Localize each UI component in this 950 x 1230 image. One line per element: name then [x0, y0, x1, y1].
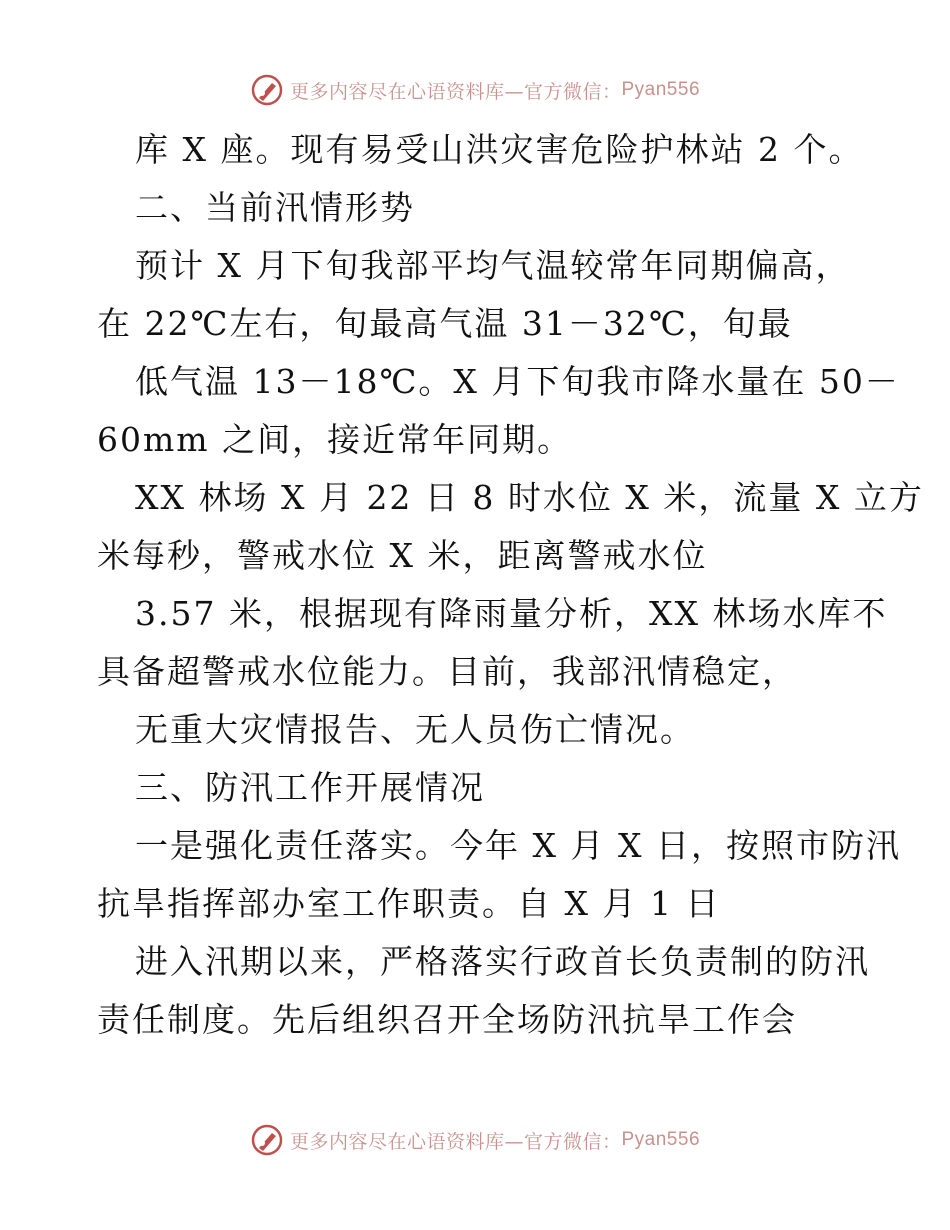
text-line: 60mm 之间，接近常年同期。: [97, 420, 573, 459]
text-line: 具备超警戒水位能力。目前，我部汛情稳定，: [97, 652, 797, 691]
text-line: 进入汛期以来，严格落实行政首长负责制的防汛: [135, 942, 870, 981]
pen-logo-icon: [250, 73, 284, 107]
text-line: 一是强化责任落实。今年 X 月 X 日，按照市防汛: [135, 826, 901, 865]
watermark-wechat-id: Pyan556: [621, 79, 701, 100]
text-line: 无重大灾情报告、无人员伤亡情况。: [135, 710, 695, 749]
text-line: 责任制度。先后组织召开全场防汛抗旱工作会: [97, 1000, 797, 1039]
watermark-text: 更多内容尽在心语资料库—官方微信：: [289, 80, 622, 103]
header-watermark: [0, 70, 950, 110]
text-line: 抗旱指挥部办室工作职责。自 X 月 1 日: [97, 884, 721, 923]
section-heading: 二、当前汛情形势: [135, 188, 415, 227]
text-line: XX 林场 X 月 22 日 8 时水位 X 米，流量 X 立方: [135, 478, 924, 517]
watermark-wechat-id: Pyan556: [621, 1129, 701, 1150]
text-line: 在 22℃左右，旬最高气温 31－32℃，旬最: [97, 304, 793, 343]
text-line: 米每秒，警戒水位 X 米，距离警戒水位: [97, 536, 708, 575]
watermark-text: 更多内容尽在心语资料库—官方微信：: [289, 1130, 622, 1153]
text-line: 库 X 座。现有易受山洪灾害危险护林站 2 个。: [135, 130, 864, 169]
section-heading: 三、防汛工作开展情况: [135, 768, 485, 807]
text-line: 低气温 13－18℃。X 月下旬我市降水量在 50－: [135, 362, 900, 401]
text-line: 预计 X 月下旬我部平均气温较常年同期偏高，: [135, 246, 851, 285]
text-line: 3.57 米，根据现有降雨量分析，XX 林场水库不: [135, 594, 888, 633]
footer-watermark: [0, 1120, 950, 1160]
pen-logo-icon: [250, 1123, 284, 1157]
